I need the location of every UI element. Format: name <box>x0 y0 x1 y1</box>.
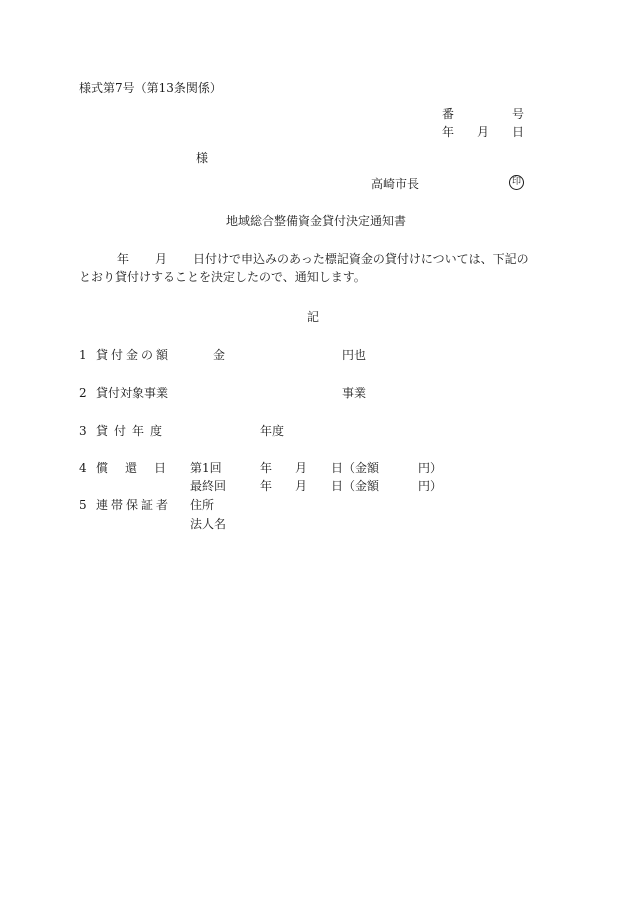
repayment-1-yen: 円） <box>418 461 443 475</box>
item-2-label: 貸付対象事業 <box>96 386 169 400</box>
addressee-sama: 様 <box>196 151 209 165</box>
date-day-label: 日 <box>512 125 525 139</box>
body-month: 月 <box>155 252 168 266</box>
item-2-suffix: 事業 <box>342 386 367 400</box>
repayment-1-day: 日（金額 <box>331 461 380 475</box>
repayment-2-day: 日（金額 <box>331 479 380 493</box>
item-3-suffix: 年度 <box>260 424 285 438</box>
item-3-label: 貸付年度 <box>96 424 169 438</box>
date-year-label: 年 <box>442 125 455 139</box>
body-year: 年 <box>117 252 130 266</box>
go-label: 号 <box>512 107 525 121</box>
guarantor-corporate-name-label: 法人名 <box>190 517 227 531</box>
item-3-number: 3 <box>79 424 87 438</box>
item-5-label: 連帯保証者 <box>96 498 172 512</box>
item-1-yen: 円也 <box>342 348 367 362</box>
document-title: 地域総合整備資金貸付決定通知書 <box>226 214 407 228</box>
repayment-2-year: 年 <box>260 479 273 493</box>
item-4-label: 償還日 <box>96 461 184 475</box>
item-5-number: 5 <box>79 498 87 512</box>
seal-mark: 印 <box>509 175 524 190</box>
ban-label: 番 <box>442 107 455 121</box>
repayment-1-name: 第1回 <box>190 461 222 475</box>
repayment-2-yen: 円） <box>418 479 443 493</box>
date-month-label: 月 <box>477 125 490 139</box>
body-line2: とおり貸付けすることを決定したので、通知します。 <box>79 270 366 284</box>
body-line1-rest: 日付けで申込みのあった標記資金の貸付けについては、下記の <box>193 252 529 266</box>
repayment-2-name: 最終回 <box>190 479 227 493</box>
item-1-number: 1 <box>79 348 87 362</box>
ki-heading: 記 <box>307 310 320 324</box>
issuer: 高崎市長 <box>371 177 420 191</box>
item-2-number: 2 <box>79 386 87 400</box>
item-4-number: 4 <box>79 461 87 475</box>
repayment-1-year: 年 <box>260 461 273 475</box>
repayment-1-month: 月 <box>295 461 308 475</box>
form-number: 様式第7号（第13条関係） <box>79 81 222 95</box>
item-1-kin: 金 <box>213 348 226 362</box>
item-1-label: 貸付金の額 <box>96 348 172 362</box>
repayment-2-month: 月 <box>295 479 308 493</box>
guarantor-address-label: 住所 <box>190 498 215 512</box>
